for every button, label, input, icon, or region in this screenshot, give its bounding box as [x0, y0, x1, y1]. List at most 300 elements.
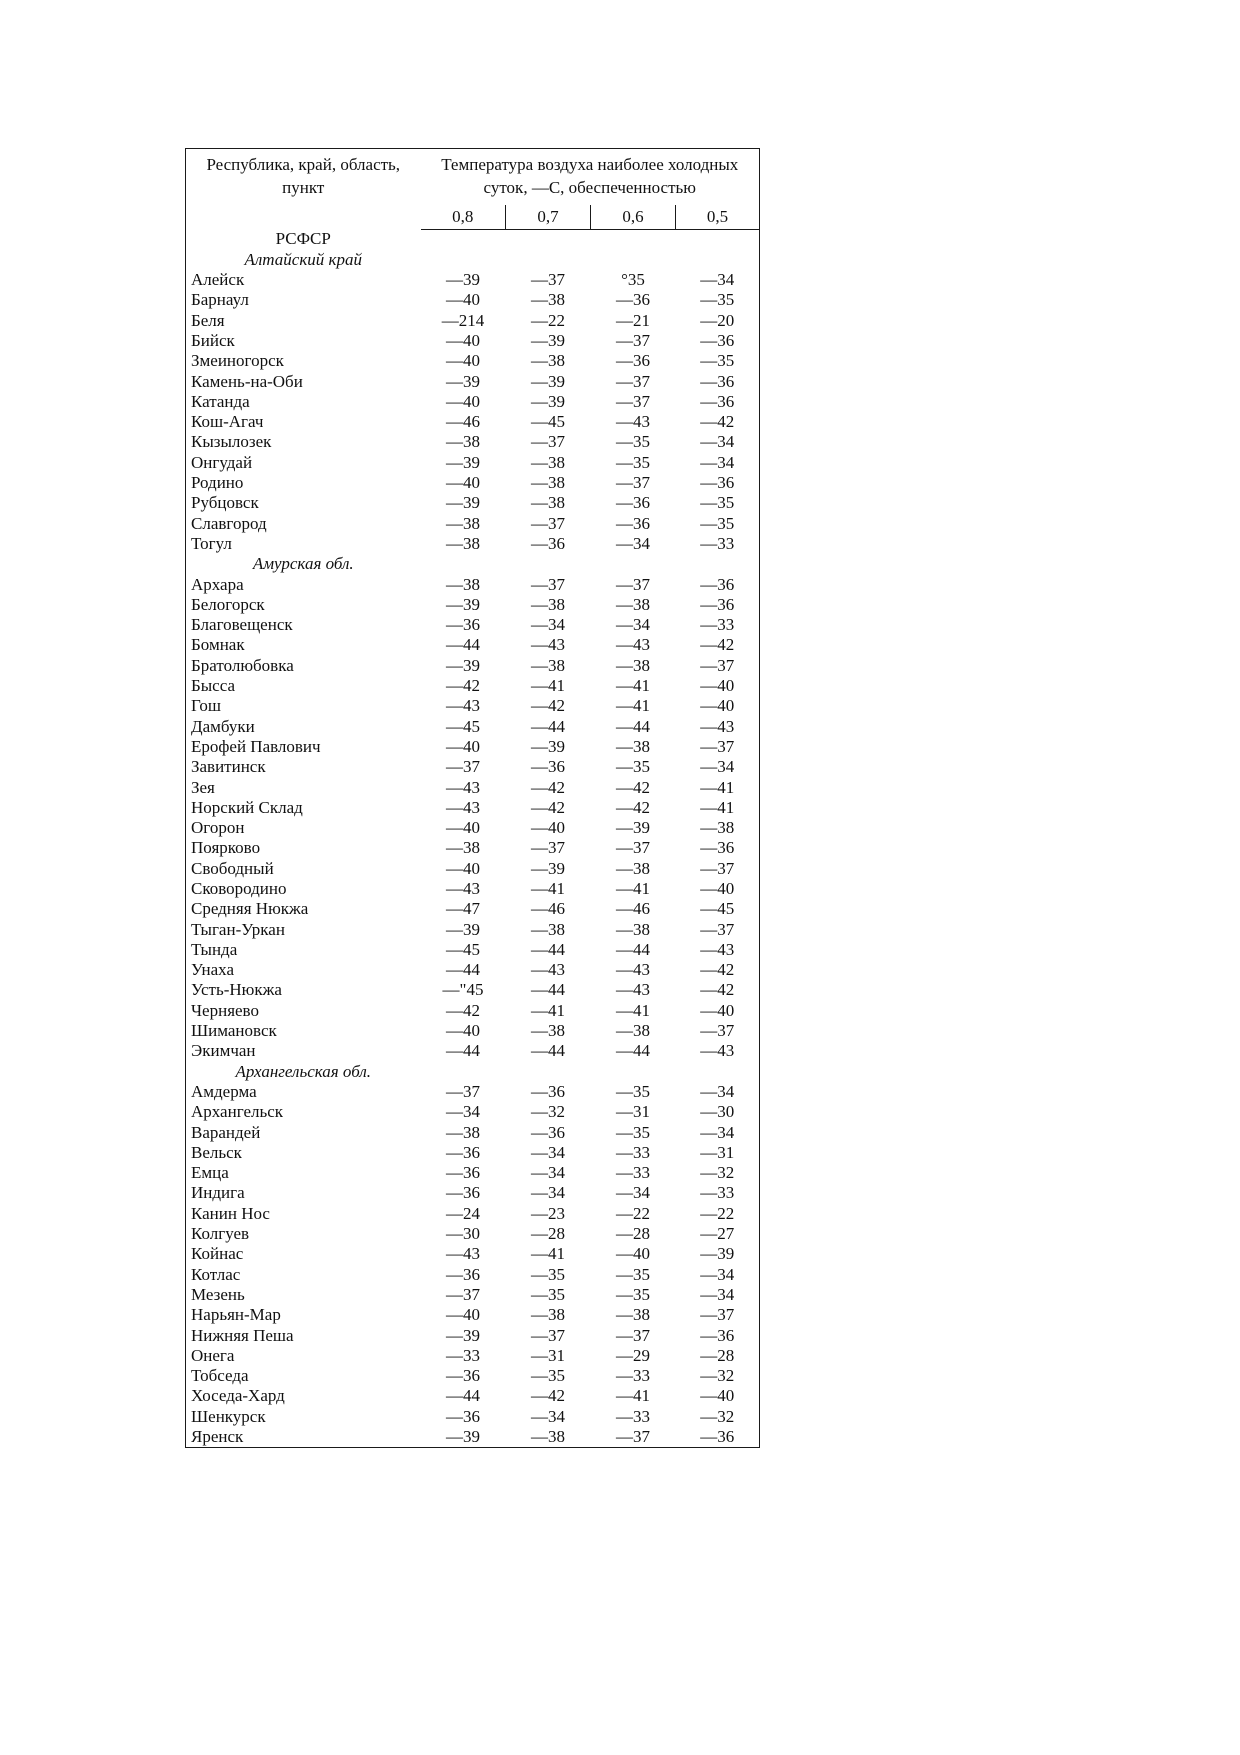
- temp-value: —46: [531, 899, 565, 919]
- temp-value: —28: [616, 1224, 650, 1244]
- table-row: [186, 1285, 760, 1305]
- temp-value: —43: [446, 879, 480, 898]
- temp-value: —38: [531, 290, 565, 310]
- temp-value: —38: [531, 351, 565, 371]
- temp-value: —39: [531, 736, 565, 756]
- empty-cell: [506, 229, 591, 250]
- temp-value: —23: [531, 1203, 565, 1223]
- table-row: [186, 1204, 760, 1224]
- place-name: Норский Склад: [191, 797, 303, 817]
- table-row: [186, 534, 760, 554]
- temp-value: —35: [700, 290, 735, 310]
- temp-value: —38: [446, 513, 480, 533]
- temp-value: —45: [531, 412, 565, 432]
- header-place-line1: Республика, край, область,: [206, 155, 401, 174]
- temp-value: —27: [700, 1224, 735, 1244]
- temp-value: —43: [700, 1041, 735, 1061]
- temp-value: —36: [446, 1264, 480, 1284]
- temp-value: —40: [446, 858, 480, 878]
- temp-value: —36: [616, 493, 650, 513]
- place-name: Черняево: [191, 1000, 259, 1020]
- temp-value: —43: [446, 1244, 480, 1264]
- temp-value: —34: [700, 1081, 735, 1101]
- temp-value: —36: [700, 1427, 735, 1447]
- header-row: [186, 149, 760, 206]
- temp-value: —42: [531, 696, 565, 716]
- temp-value: —43: [616, 980, 650, 1000]
- temp-value: —36: [700, 371, 735, 391]
- temp-value: —39: [446, 594, 480, 614]
- table-row: [186, 778, 760, 798]
- header-place-column: [186, 149, 421, 230]
- table-row: [186, 1082, 760, 1102]
- temp-value: —37: [700, 655, 735, 675]
- temp-value: —33: [700, 615, 735, 635]
- place-name: Вельск: [191, 1142, 242, 1162]
- temp-value: —38: [616, 1021, 650, 1041]
- table-row: [186, 1001, 760, 1021]
- place-name: Нарьян-Мар: [191, 1305, 281, 1325]
- empty-cell: [421, 229, 506, 250]
- temp-value: —35: [531, 1264, 565, 1284]
- temp-value: —36: [616, 513, 650, 533]
- temp-value: —37: [616, 473, 650, 493]
- temp-value: —32: [700, 1163, 735, 1183]
- temp-value: —40: [531, 818, 565, 838]
- temp-value: —30: [446, 1224, 480, 1244]
- temp-value: —37: [531, 270, 565, 290]
- table-row: [186, 1366, 760, 1386]
- place-name: Огорон: [191, 818, 245, 838]
- temp-value: —"45: [442, 980, 484, 1000]
- place-name: Тында: [191, 939, 238, 959]
- table-row: [186, 290, 760, 310]
- place-name: Благовещенск: [191, 615, 293, 635]
- temp-value: —41: [616, 696, 650, 716]
- temp-value: —34: [700, 1264, 735, 1284]
- table-row: [186, 595, 760, 615]
- temp-value: —45: [446, 716, 480, 736]
- temp-value: —44: [531, 939, 565, 959]
- table-row: [186, 838, 760, 858]
- temp-value: —33: [446, 1345, 480, 1365]
- temperature-table: [185, 148, 760, 1448]
- place-name: Хоседа-Хард: [191, 1386, 285, 1406]
- place-name: Канин Нос: [191, 1203, 270, 1223]
- table-row: [186, 432, 760, 452]
- place-name: Онега: [191, 1345, 235, 1365]
- place-name: Змеиногорск: [191, 351, 284, 371]
- temp-value: —37: [616, 838, 650, 858]
- temp-value: —37: [616, 1325, 650, 1345]
- place-name: Архара: [191, 574, 244, 594]
- temp-value: —29: [616, 1345, 650, 1365]
- temp-value: —34: [700, 1122, 735, 1142]
- place-name: Беля: [191, 310, 225, 330]
- section-row: [186, 554, 760, 574]
- temp-value: —44: [446, 960, 480, 980]
- temp-value: —24: [446, 1203, 480, 1223]
- temp-value: —38: [616, 594, 650, 614]
- temp-value: —36: [446, 1163, 480, 1183]
- empty-cell: [591, 229, 676, 250]
- table-row: [186, 1305, 760, 1325]
- table-row: [186, 270, 760, 290]
- table-row: [186, 615, 760, 635]
- place-name: Катанда: [191, 391, 250, 411]
- place-name: Тогул: [191, 533, 232, 553]
- temp-value: —36: [446, 1183, 480, 1203]
- temp-value: —40: [446, 391, 480, 411]
- header-temperature-column: [421, 149, 760, 206]
- place-name: Котлас: [191, 1264, 241, 1284]
- temp-value: —34: [531, 615, 565, 635]
- table-row: [186, 392, 760, 412]
- temp-value: —33: [700, 533, 735, 553]
- temp-value: —38: [616, 655, 650, 675]
- place-name: Койнас: [191, 1244, 244, 1264]
- place-name: Архангельск: [191, 1102, 284, 1122]
- temp-value: —36: [531, 1081, 565, 1101]
- temp-value: —34: [531, 1142, 565, 1162]
- table-row: [186, 920, 760, 940]
- temp-value: —28: [700, 1345, 735, 1365]
- table-row: [186, 980, 760, 1000]
- temp-value: —41: [616, 879, 650, 898]
- temp-value: —41: [531, 1244, 565, 1264]
- temp-value: —36: [700, 594, 735, 614]
- place-name: Барнаул: [191, 290, 249, 310]
- place-name: Унаха: [191, 960, 235, 980]
- temp-value: —35: [531, 1366, 565, 1386]
- temp-value: —41: [616, 1386, 650, 1406]
- temp-value: —39: [531, 858, 565, 878]
- place-name: Мезень: [191, 1284, 245, 1304]
- subheader-0-7: 0,7: [506, 205, 591, 229]
- empty-cell: [421, 250, 506, 270]
- temp-value: —40: [446, 330, 480, 350]
- temp-value: —38: [531, 473, 565, 493]
- empty-cell: [676, 250, 760, 270]
- table-row: [186, 1265, 760, 1285]
- section-label: Архангельская обл.: [235, 1061, 371, 1081]
- section-row: [186, 229, 760, 250]
- temp-value: —40: [446, 818, 480, 838]
- table-row: [186, 940, 760, 960]
- temp-value: —38: [616, 858, 650, 878]
- temp-value: —36: [446, 1406, 480, 1426]
- place-name: Алейск: [191, 270, 245, 290]
- temp-value: —39: [446, 655, 480, 675]
- temp-value: —44: [531, 716, 565, 736]
- temp-value: —38: [531, 919, 565, 939]
- temp-value: —22: [700, 1203, 735, 1223]
- table-row: [186, 412, 760, 432]
- table-row: [186, 696, 760, 716]
- temp-value: —43: [616, 635, 650, 655]
- table-row: [186, 453, 760, 473]
- temp-value: —45: [700, 899, 735, 919]
- table-row: [186, 1224, 760, 1244]
- place-name: Дамбуки: [191, 716, 255, 736]
- temp-value: —36: [700, 574, 735, 594]
- table-header: [186, 149, 760, 230]
- temp-value: —39: [616, 818, 650, 838]
- temp-value: —40: [700, 696, 735, 716]
- temp-value: —43: [616, 412, 650, 432]
- table-row: [186, 575, 760, 595]
- temp-value: —37: [700, 1021, 735, 1041]
- temp-value: —34: [700, 432, 735, 452]
- empty-cell: [506, 250, 591, 270]
- table-row: [186, 372, 760, 392]
- temp-value: —41: [531, 1000, 565, 1020]
- table-body: [186, 229, 760, 1448]
- temp-value: —41: [531, 879, 565, 898]
- temp-value: —36: [700, 838, 735, 858]
- place-name: Тыган-Уркан: [191, 919, 285, 939]
- temp-value: —34: [700, 270, 735, 290]
- section-label: Алтайский край: [244, 249, 362, 269]
- temp-value: —38: [446, 574, 480, 594]
- table-row: [186, 1346, 760, 1366]
- empty-cell: [676, 1062, 760, 1082]
- place-name: Бысса: [191, 676, 236, 696]
- temp-value: —42: [700, 960, 735, 980]
- temp-value: —32: [700, 1366, 735, 1386]
- empty-cell: [591, 250, 676, 270]
- table-row: [186, 1407, 760, 1427]
- empty-cell: [421, 554, 506, 574]
- empty-cell: [676, 554, 760, 574]
- temp-value: —38: [531, 1305, 565, 1325]
- table-row: [186, 1123, 760, 1143]
- place-name: Кызылозек: [191, 432, 272, 452]
- place-name: Камень-на-Оби: [191, 371, 303, 391]
- temp-value: —36: [531, 1122, 565, 1142]
- temp-value: —34: [616, 615, 650, 635]
- table-row: [186, 1143, 760, 1163]
- place-name: Свободный: [191, 858, 274, 878]
- empty-cell: [591, 554, 676, 574]
- table-row: [186, 1183, 760, 1203]
- place-name: Завитинск: [191, 757, 266, 777]
- temp-value: —40: [700, 1000, 735, 1020]
- temp-value: —38: [616, 919, 650, 939]
- temp-value: —44: [616, 1041, 650, 1061]
- temp-value: —34: [531, 1406, 565, 1426]
- temp-value: —39: [446, 1427, 480, 1447]
- table-row: [186, 879, 760, 899]
- temp-value: °35: [621, 270, 645, 290]
- temp-value: —43: [446, 696, 480, 716]
- temp-value: —34: [700, 452, 735, 472]
- subheader-0-8: 0,8: [421, 205, 506, 229]
- empty-cell: [506, 554, 591, 574]
- temp-value: —22: [531, 310, 565, 330]
- temp-value: —38: [446, 838, 480, 858]
- temp-value: —44: [446, 635, 480, 655]
- place-name: Усть-Нюкжа: [191, 980, 282, 1000]
- place-name: Сковородино: [191, 879, 287, 898]
- header-place-line2: пункт: [282, 178, 325, 197]
- temp-value: —39: [531, 330, 565, 350]
- temp-value: —36: [616, 351, 650, 371]
- table-row: [186, 473, 760, 493]
- temp-value: —38: [700, 818, 735, 838]
- table-row: [186, 1041, 760, 1061]
- temp-value: —36: [446, 1366, 480, 1386]
- empty-cell: [506, 1062, 591, 1082]
- place-name: Нижняя Пеша: [191, 1325, 294, 1345]
- temp-value: —37: [616, 574, 650, 594]
- temp-value: —39: [531, 391, 565, 411]
- table-row: [186, 818, 760, 838]
- temp-value: —37: [616, 330, 650, 350]
- temp-value: —37: [700, 858, 735, 878]
- temp-value: —36: [446, 615, 480, 635]
- temp-value: —35: [616, 757, 650, 777]
- temp-value: —44: [616, 939, 650, 959]
- place-name: Амдерма: [191, 1081, 257, 1101]
- temp-value: —41: [531, 676, 565, 696]
- temp-value: —42: [616, 777, 650, 797]
- temp-value: —35: [700, 513, 735, 533]
- temp-value: —37: [531, 1325, 565, 1345]
- place-name: Поярково: [191, 838, 261, 858]
- place-name: Экимчан: [191, 1041, 256, 1061]
- temp-value: —37: [446, 1081, 480, 1101]
- table-row: [186, 1244, 760, 1264]
- table-row: [186, 717, 760, 737]
- place-name: Бийск: [191, 330, 235, 350]
- table-row: [186, 1102, 760, 1122]
- place-name: Гош: [191, 696, 221, 716]
- temp-value: —41: [700, 797, 735, 817]
- temp-value: —35: [616, 1081, 650, 1101]
- temp-value: —40: [446, 351, 480, 371]
- temp-value: —43: [531, 960, 565, 980]
- temp-value: —38: [531, 1021, 565, 1041]
- temp-value: —34: [531, 1183, 565, 1203]
- table-row: [186, 351, 760, 371]
- temp-value: —37: [700, 736, 735, 756]
- temp-value: —45: [446, 939, 480, 959]
- temp-value: —36: [446, 1142, 480, 1162]
- empty-cell: [421, 1062, 506, 1082]
- table-row: [186, 737, 760, 757]
- empty-cell: [676, 229, 760, 250]
- table-row: [186, 1163, 760, 1183]
- temp-value: —38: [616, 1305, 650, 1325]
- table-row: [186, 1386, 760, 1406]
- temp-value: —44: [446, 1041, 480, 1061]
- temp-value: —33: [616, 1142, 650, 1162]
- temp-value: —46: [446, 412, 480, 432]
- place-name: Ерофей Павлович: [191, 736, 321, 756]
- place-name: Шенкурск: [191, 1406, 266, 1426]
- temp-value: —35: [616, 1264, 650, 1284]
- temp-value: —36: [700, 473, 735, 493]
- temp-value: —42: [700, 412, 735, 432]
- temp-value: —37: [616, 391, 650, 411]
- temp-value: —36: [700, 1325, 735, 1345]
- section-row: [186, 250, 760, 270]
- place-name: Онгудай: [191, 452, 253, 472]
- place-name: Рубцовск: [191, 493, 259, 513]
- temp-value: —40: [616, 1244, 650, 1264]
- section-label: РСФСР: [275, 229, 331, 249]
- place-name: Белогорск: [191, 594, 265, 614]
- temp-value: —35: [700, 351, 735, 371]
- temp-value: —42: [700, 635, 735, 655]
- temp-value: —38: [531, 594, 565, 614]
- temp-value: —43: [700, 716, 735, 736]
- temp-value: —39: [446, 919, 480, 939]
- subheader-0-6: 0,6: [591, 205, 676, 229]
- temp-value: —40: [446, 473, 480, 493]
- temp-value: —37: [531, 838, 565, 858]
- temp-value: —39: [531, 371, 565, 391]
- temp-value: —40: [700, 1386, 735, 1406]
- place-name: Средняя Нюкжа: [191, 899, 309, 919]
- temp-value: —32: [700, 1406, 735, 1426]
- place-name: Бомнак: [191, 635, 245, 655]
- table-row: [186, 798, 760, 818]
- temp-value: —39: [446, 1325, 480, 1345]
- table-row: [186, 1021, 760, 1041]
- temp-value: —34: [446, 1102, 480, 1122]
- temp-value: —42: [700, 980, 735, 1000]
- place-name: Индига: [191, 1183, 245, 1203]
- temp-value: —44: [531, 1041, 565, 1061]
- table-row: [186, 656, 760, 676]
- temp-value: —37: [616, 371, 650, 391]
- temp-value: —33: [616, 1406, 650, 1426]
- temp-value: —42: [531, 777, 565, 797]
- temp-value: —37: [531, 574, 565, 594]
- temp-value: —21: [616, 310, 650, 330]
- temp-value: —44: [446, 1386, 480, 1406]
- temp-value: —35: [616, 1284, 650, 1304]
- temp-value: —44: [616, 716, 650, 736]
- temp-value: —34: [616, 1183, 650, 1203]
- temp-value: —37: [700, 919, 735, 939]
- temp-value: —40: [700, 879, 735, 898]
- temp-value: —41: [616, 1000, 650, 1020]
- temp-value: —40: [446, 1021, 480, 1041]
- temp-value: —36: [700, 330, 735, 350]
- temp-value: —36: [700, 391, 735, 411]
- temp-value: —37: [446, 1284, 480, 1304]
- temp-value: —43: [531, 635, 565, 655]
- temp-value: —35: [700, 493, 735, 513]
- temp-value: —33: [616, 1366, 650, 1386]
- temp-value: —37: [700, 1305, 735, 1325]
- temp-value: —36: [531, 533, 565, 553]
- temp-value: —214: [441, 310, 485, 330]
- place-name: Варандей: [191, 1122, 261, 1142]
- temp-value: —41: [700, 777, 735, 797]
- temp-value: —20: [700, 310, 735, 330]
- temp-value: —40: [446, 290, 480, 310]
- table-row: [186, 1427, 760, 1448]
- temp-value: —38: [446, 432, 480, 452]
- temp-value: —37: [616, 1427, 650, 1447]
- temp-value: —42: [531, 1386, 565, 1406]
- place-name: Братолюбовка: [191, 655, 294, 675]
- table-row: [186, 676, 760, 696]
